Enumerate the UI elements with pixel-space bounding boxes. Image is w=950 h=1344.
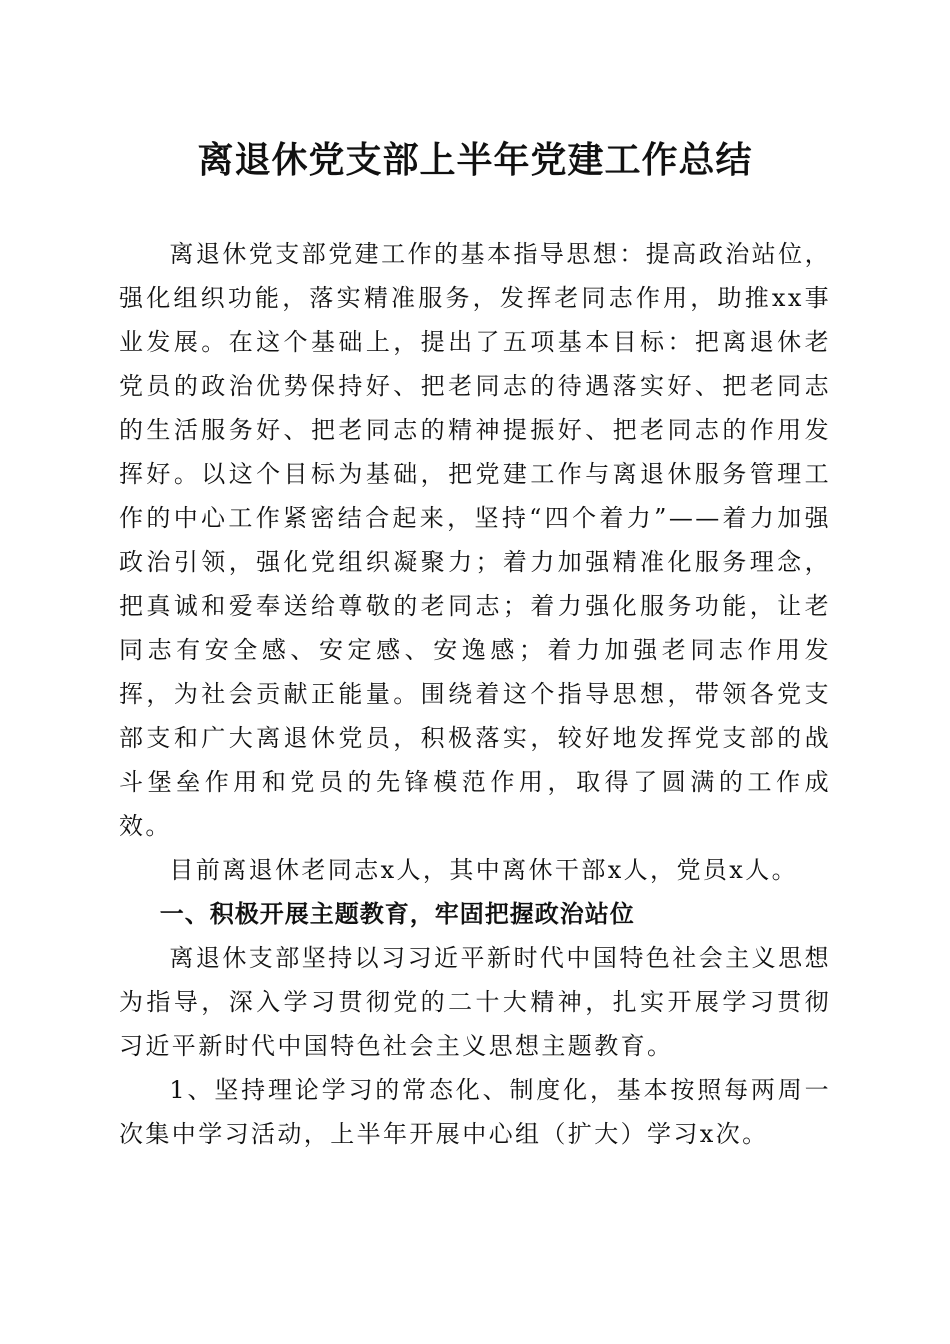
document-body xyxy=(119,232,831,1156)
section-heading-1: 一、积极开展主题教育，牢固把握政治站位 xyxy=(159,900,635,928)
document-title: 离退休党支部上半年党建工作总结 xyxy=(197,139,753,181)
section-1-paragraph: 离退休支部坚持以习习近平新时代中国特色社会主义思想为指导，深入学习贯彻党的二十大精神，扎实开展学习贯彻习近平新时代中国特色社会主义思想主题教育。 xyxy=(119,944,831,1060)
intro-paragraph: 离退休党支部党建工作的基本指导思想：提高政治站位，强化组织功能，落实精准服务，发挥老同志作用，助推xx事业发展。在这个基础上，提出了五项基本目标：把离退休老党员的政治优势保持好、把老同志的待遇落实好、把老同志的生活服务好、把老同志的精神提振好、把老同志的作用发挥好。以这个目标为基础，把党建工作与离退休服务管理工作的中心工作紧密结合起来，坚持“四个着力”——着力加强政治引领，强化党组织凝聚力；着力加强精准化服务理念，把真诚和爱奉送给尊敬的老同志；着力强化服务功能，让老同志有安全感、安定感、安逸感；着力加强老同志作用发挥，为社会贡献正能量。围绕着这个指导思想，带领各党支部支和广大离退休党员，积极落实，较好地发挥党支部的战斗堡垒作用和党员的先锋模范作用，取得了圆满的工作成效。 xyxy=(119,240,831,840)
personnel-count-paragraph: 目前离退休老同志x人，其中离休干部x人，党员x人。 xyxy=(169,856,798,884)
section-1-item-1: 1、坚持理论学习的常态化、制度化，基本按照每两周一次集中学习活动，上半年开展中心组（扩大）学习x次。 xyxy=(119,1076,831,1148)
